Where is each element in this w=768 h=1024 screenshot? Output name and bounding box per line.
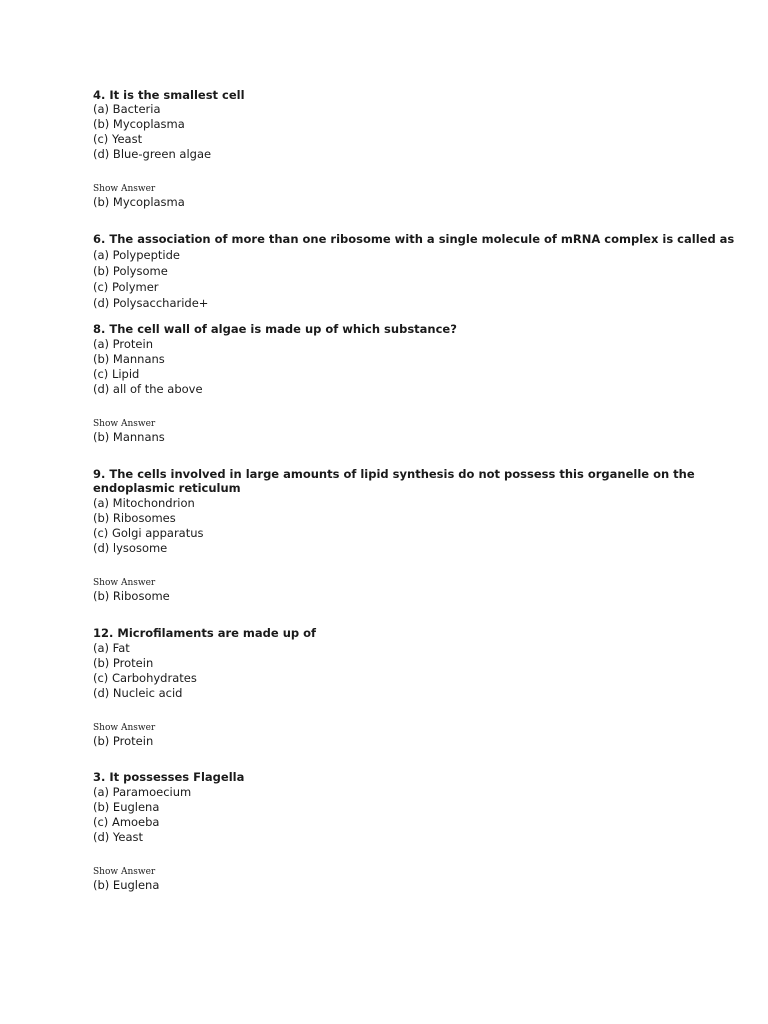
question-title-line-2: endoplasmic reticulum bbox=[93, 481, 241, 495]
option-b: (b) Ribosomes bbox=[93, 511, 176, 525]
option-a: (a) Mitochondrion bbox=[93, 496, 195, 510]
question-title: 12. Microfilaments are made up of bbox=[93, 626, 317, 640]
option-c: (c) Yeast bbox=[93, 132, 143, 146]
question-title: 3. It possesses Flagella bbox=[93, 770, 245, 784]
show-answer-link[interactable]: Show Answer bbox=[93, 578, 156, 588]
option-a: (a) Paramoecium bbox=[93, 785, 192, 799]
answer-text: (b) Protein bbox=[93, 734, 154, 748]
option-d: (d) all of the above bbox=[93, 382, 203, 396]
option-c: (c) Amoeba bbox=[93, 815, 160, 829]
question-title: 6. The association of more than one ribosome with a single molecule of mRNA complex is called as bbox=[93, 232, 735, 246]
option-c: (c) Carbohydrates bbox=[93, 671, 197, 685]
option-b: (b) Mycoplasma bbox=[93, 117, 185, 131]
option-d: (d) Polysaccharide+ bbox=[93, 296, 209, 310]
option-c: (c) Polymer bbox=[93, 280, 159, 294]
option-b: (b) Protein bbox=[93, 656, 154, 670]
option-a: (a) Polypeptide bbox=[93, 248, 180, 262]
option-a: (a) Bacteria bbox=[93, 102, 161, 116]
option-d: (d) Blue-green algae bbox=[93, 147, 212, 161]
show-answer-link[interactable]: Show Answer bbox=[93, 419, 156, 429]
option-a: (a) Protein bbox=[93, 337, 153, 351]
option-d: (d) Nucleic acid bbox=[93, 686, 183, 700]
option-a: (a) Fat bbox=[93, 641, 130, 655]
answer-text: (b) Mannans bbox=[93, 430, 165, 444]
option-b: (b) Mannans bbox=[93, 352, 165, 366]
option-b: (b) Euglena bbox=[93, 800, 160, 814]
option-b: (b) Polysome bbox=[93, 264, 168, 278]
question-title: 8. The cell wall of algae is made up of which substance? bbox=[93, 322, 457, 336]
show-answer-link[interactable]: Show Answer bbox=[93, 723, 156, 733]
show-answer-link[interactable]: Show Answer bbox=[93, 184, 156, 194]
answer-text: (b) Ribosome bbox=[93, 589, 170, 603]
question-title-line-1: 9. The cells involved in large amounts of lipid synthesis do not possess this organelle on the bbox=[93, 467, 695, 481]
option-d: (d) Yeast bbox=[93, 830, 144, 844]
option-c: (c) Golgi apparatus bbox=[93, 526, 204, 540]
answer-text: (b) Euglena bbox=[93, 878, 160, 892]
answer-text: (b) Mycoplasma bbox=[93, 195, 185, 209]
show-answer-link[interactable]: Show Answer bbox=[93, 867, 156, 877]
option-d: (d) lysosome bbox=[93, 541, 168, 555]
option-c: (c) Lipid bbox=[93, 367, 140, 381]
question-title: 4. It is the smallest cell bbox=[93, 88, 245, 102]
